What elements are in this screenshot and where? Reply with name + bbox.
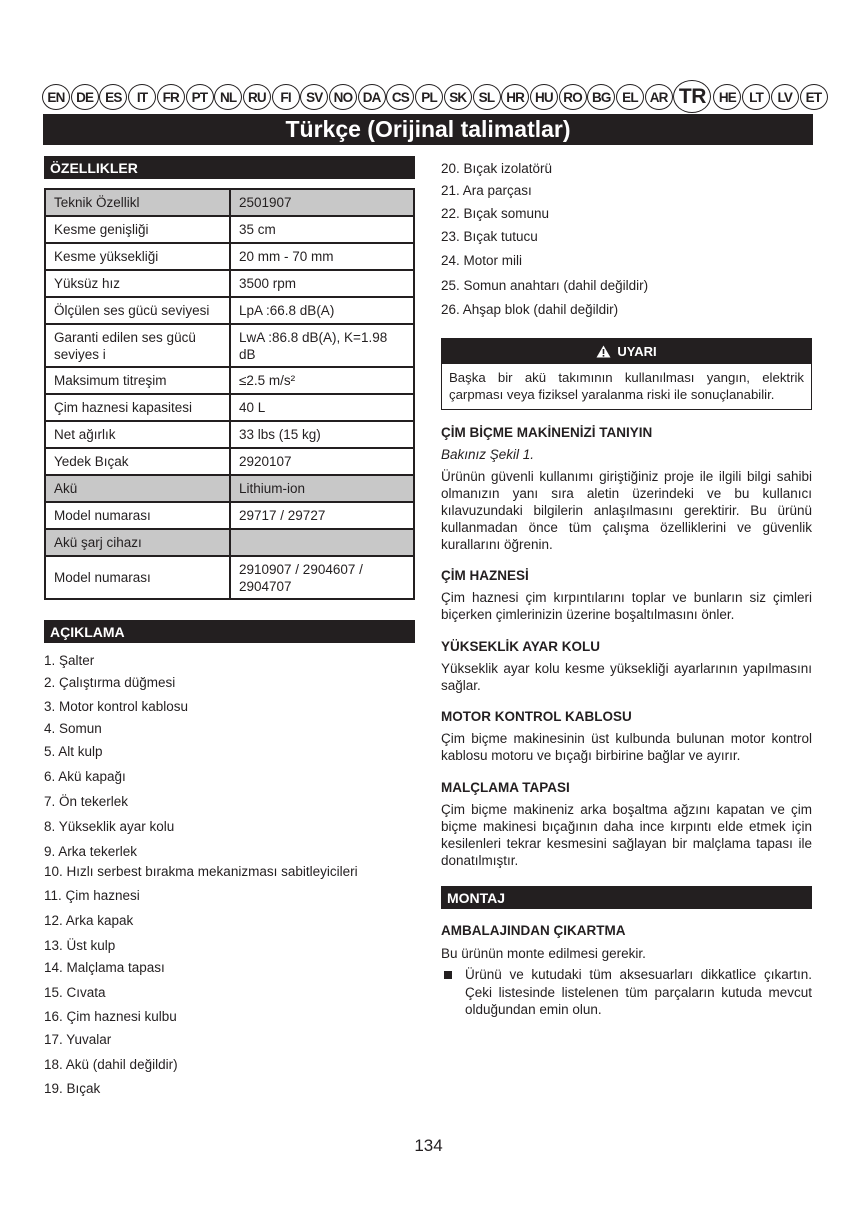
spec-label: Yüksüz hız	[45, 270, 230, 297]
spec-row	[45, 270, 414, 297]
spec-label: Akü	[45, 475, 230, 502]
language-tab-cs[interactable]: CS	[386, 84, 414, 110]
spec-label: Ölçülen ses gücü seviyesi	[45, 297, 230, 324]
language-tab-sk[interactable]: SK	[444, 84, 472, 110]
part-list-item: 26. Ahşap blok (dahil değildir)	[441, 302, 619, 317]
language-tab-de[interactable]: DE	[71, 84, 99, 110]
spec-row	[45, 556, 414, 599]
spec-label: Model numarası	[45, 556, 230, 599]
mulch-plug-heading: MALÇLAMA TAPASI	[441, 780, 570, 795]
unpacking-text: Bu ürünün monte edilmesi gerekir.	[441, 946, 646, 961]
language-tab-lv[interactable]: LV	[771, 84, 799, 110]
height-lever-heading: YÜKSEKLİK AYAR KOLU	[441, 639, 601, 654]
language-tab-no[interactable]: NO	[329, 84, 357, 110]
part-list-item: 8. Yükseklik ayar kolu	[44, 819, 175, 834]
language-tab-fr[interactable]: FR	[157, 84, 185, 110]
part-list-item: 20. Bıçak izolatörü	[441, 161, 553, 176]
specs-table	[44, 188, 415, 600]
part-list-item: 18. Akü (dahil değildir)	[44, 1057, 178, 1072]
spec-row	[45, 324, 414, 367]
language-tab-it[interactable]: IT	[128, 84, 156, 110]
part-list-item: 25. Somun anahtarı (dahil değildir)	[441, 278, 649, 293]
part-list-item: 16. Çim haznesi kulbu	[44, 1009, 177, 1024]
spec-row	[45, 475, 414, 502]
part-list-item: 11. Çim haznesi	[44, 888, 140, 903]
warning-triangle-icon	[596, 345, 611, 358]
know-text: Ürünün güvenli kullanımı giriştiğiniz proje ile ilgili bilgi sahibi olmanızın yanı sıra aletin üzerindeki ve bu kullanıcı kılavuzundaki bilgilerin anlaşılmasını gerektirir. Bu ürünü kullanmadan önce tüm çalışma özelliklerini ve güvenlik kurallarını öğrenin.	[441, 469, 812, 552]
motor-cable-text: Çim biçme makinesinin üst kulbunda bulunan motor kontrol kablosu motoru ve bıçağı birbirine bağlar ve ayırır.	[441, 731, 812, 763]
spec-row	[45, 367, 414, 394]
language-tab-pl[interactable]: PL	[415, 84, 443, 110]
language-tab-nl[interactable]: NL	[214, 84, 242, 110]
spec-label: Yedek Bıçak	[45, 448, 230, 475]
spec-value: 35 cm	[230, 216, 414, 243]
spec-row	[45, 529, 414, 556]
part-list-item: 5. Alt kulp	[44, 744, 103, 759]
part-list-item: 21. Ara parçası	[441, 183, 532, 198]
spec-row	[45, 421, 414, 448]
grass-bag-text: Çim haznesi çim kırpıntılarını toplar ve bunların siz çimleri biçerken çimlerinizin üzerine boşaltılmasını önler.	[441, 590, 812, 622]
spec-value: 2920107	[230, 448, 414, 475]
part-list-item: 24. Motor mili	[441, 253, 523, 268]
spec-value: 20 mm - 70 mm	[230, 243, 414, 270]
motor-cable-heading: MOTOR KONTROL KABLOSU	[441, 709, 632, 724]
spec-row	[45, 189, 414, 216]
spec-value: LpA :66.8 dB(A)	[230, 297, 414, 324]
spec-label: Çim haznesi kapasitesi	[45, 394, 230, 421]
bullet-square-icon	[444, 971, 452, 979]
spec-row	[45, 243, 414, 270]
language-tab-ru[interactable]: RU	[243, 84, 271, 110]
spec-row	[45, 502, 414, 529]
know-ref: Bakınız Şekil 1.	[441, 447, 535, 462]
part-list-item: 15. Cıvata	[44, 985, 106, 1000]
language-tab-fi[interactable]: FI	[272, 84, 300, 110]
part-list-item: 19. Bıçak	[44, 1081, 101, 1096]
warning-header	[442, 339, 811, 364]
unpacking-bullet-text: Ürünü ve kutudaki tüm aksesuarları dikkatlice çıkartın. Çeki listesinde listelenen tüm parçaların kutuda mevcut olduğundan emin olun.	[465, 967, 812, 1017]
warning-text: Başka bir akü takımının kullanılması yangın, elektrik çarpması veya fiziksel yaralanma riski ile sonuçlanabilir.	[449, 370, 804, 402]
language-tab-es[interactable]: ES	[99, 84, 127, 110]
language-tab-lt[interactable]: LT	[742, 84, 770, 110]
unpacking-heading: AMBALAJINDAN ÇIKARTMA	[441, 923, 626, 938]
language-tab-hu[interactable]: HU	[530, 84, 558, 110]
spec-label: Kesme genişliği	[45, 216, 230, 243]
language-tab-tr[interactable]: TR	[673, 80, 711, 113]
part-list-item: 14. Malçlama tapası	[44, 960, 165, 975]
part-list-item: 13. Üst kulp	[44, 938, 116, 953]
part-list-item: 17. Yuvalar	[44, 1032, 112, 1047]
spec-label: Teknik Özellikl	[45, 189, 230, 216]
language-tab-pt[interactable]: PT	[186, 84, 214, 110]
language-tab-ro[interactable]: RO	[559, 84, 587, 110]
spec-row	[45, 297, 414, 324]
spec-label: Net ağırlık	[45, 421, 230, 448]
mulch-plug-text: Çim biçme makineniz arka boşaltma ağzını kapatan ve çim biçme makinesi bıçağının daha ince kırpıntı elde etmek için kesilenleri tekrar kesmesini sağlayan bir malçlama tapası ile donatılmıştır.	[441, 802, 812, 868]
part-list-item: 1. Şalter	[44, 653, 95, 668]
language-tab-sv[interactable]: SV	[300, 84, 328, 110]
part-list-item: 6. Akü kapağı	[44, 769, 126, 784]
page-title: Türkçe (Orijinal talimatlar)	[43, 114, 813, 145]
part-list-item: 23. Bıçak tutucu	[441, 229, 538, 244]
spec-value: 2501907	[230, 189, 414, 216]
part-list-item: 12. Arka kapak	[44, 913, 134, 928]
language-tab-da[interactable]: DA	[358, 84, 386, 110]
spec-value	[230, 529, 414, 556]
spec-row	[45, 394, 414, 421]
language-tab-bg[interactable]: BG	[587, 84, 615, 110]
language-tab-el[interactable]: EL	[616, 84, 644, 110]
description-heading: AÇIKLAMA	[44, 620, 415, 643]
spec-label: Akü şarj cihazı	[45, 529, 230, 556]
page-number: 134	[414, 1136, 443, 1155]
language-tab-ar[interactable]: AR	[645, 84, 673, 110]
language-bar	[42, 80, 822, 112]
part-list-item: 10. Hızlı serbest bırakma mekanizması sabitleyicileri	[44, 864, 358, 879]
height-lever-text: Yükseklik ayar kolu kesme yüksekliği ayarlarının yapılmasını sağlar.	[441, 661, 812, 693]
know-heading: ÇİM BİÇME MAKİNENİZİ TANIYIN	[441, 425, 653, 440]
assembly-heading: MONTAJ	[441, 886, 812, 909]
spec-value: ≤2.5 m/s²	[230, 367, 414, 394]
spec-row	[45, 216, 414, 243]
spec-label: Kesme yüksekliği	[45, 243, 230, 270]
language-tab-he[interactable]: HE	[713, 84, 741, 110]
spec-value: 40 L	[230, 394, 414, 421]
part-list-item: 4. Somun	[44, 721, 102, 736]
spec-label: Garanti edilen ses gücü seviyes i	[45, 324, 230, 367]
grass-bag-heading: ÇİM HAZNESİ	[441, 568, 529, 583]
spec-value: 29717 / 29727	[230, 502, 414, 529]
language-tab-sl[interactable]: SL	[473, 84, 501, 110]
spec-value: 2910907 / 2904607 / 2904707	[230, 556, 414, 599]
spec-label: Model numarası	[45, 502, 230, 529]
language-tab-hr[interactable]: HR	[501, 84, 529, 110]
unpacking-bullet	[441, 966, 812, 1019]
warning-box	[441, 338, 812, 410]
language-tab-et[interactable]: ET	[800, 84, 828, 110]
warning-title: UYARI	[617, 344, 657, 359]
spec-value: 33 lbs (15 kg)	[230, 421, 414, 448]
spec-row	[45, 448, 414, 475]
part-list-item: 2. Çalıştırma düğmesi	[44, 675, 176, 690]
part-list-item: 3. Motor kontrol kablosu	[44, 699, 189, 714]
spec-value: LwA :86.8 dB(A), K=1.98 dB	[230, 324, 414, 367]
part-list-item: 9. Arka tekerlek	[44, 844, 138, 859]
features-heading: ÖZELLIKLER	[44, 156, 415, 179]
spec-value: Lithium-ion	[230, 475, 414, 502]
part-list-item: 7. Ön tekerlek	[44, 794, 129, 809]
language-tab-en[interactable]: EN	[42, 84, 70, 110]
part-list-item: 22. Bıçak somunu	[441, 206, 550, 221]
spec-value: 3500 rpm	[230, 270, 414, 297]
spec-label: Maksimum titreşim	[45, 367, 230, 394]
